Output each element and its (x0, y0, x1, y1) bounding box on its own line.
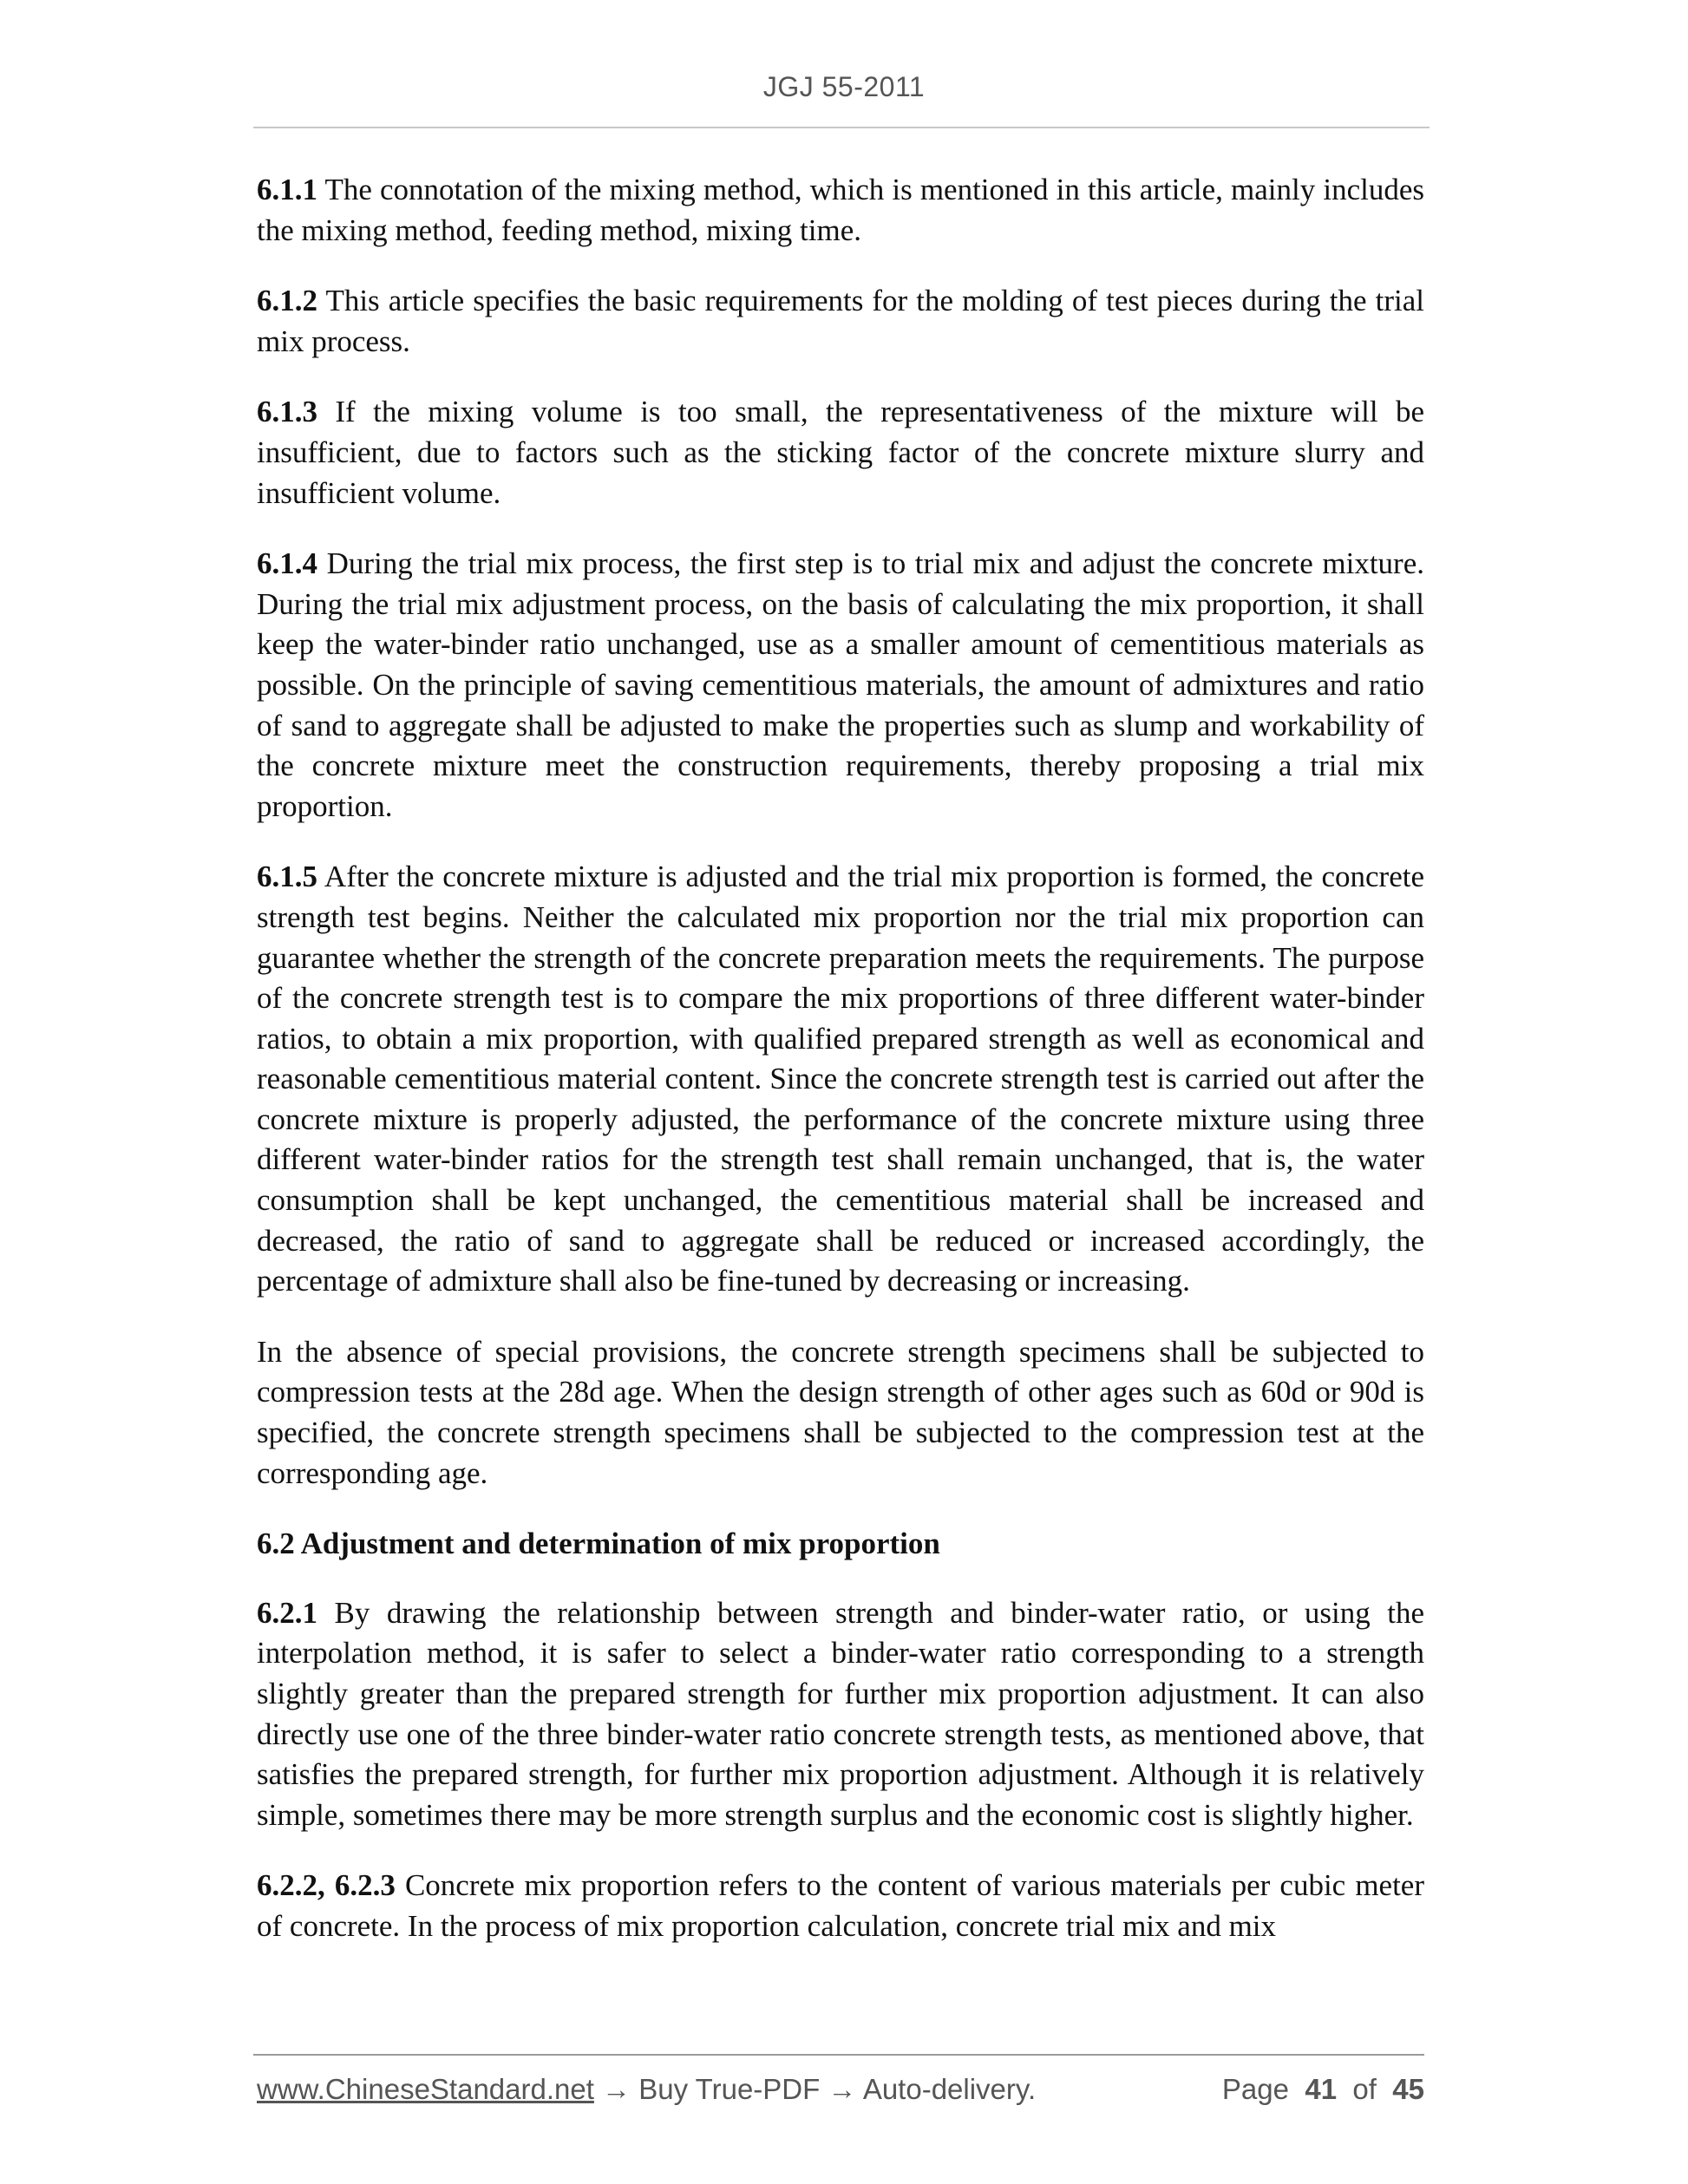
clause-text: During the trial mix process, the first step is to trial mix and adjust the concrete mixture. During the trial mix adjustment process, on the basis of calculating the mix proportion, it shall keep the water-binder ratio unchanged, use as a smaller amount of cementitious materials as possible. On the principle of saving cementitious materials, the amount of admixtures and ratio of sand to aggregate shall be adjusted to make the properties such as slump and workability of the concrete mixture meet the construction requirements, thereby proposing a trial mix proportion. (257, 546, 1424, 823)
clause-number: 6.1.5 (257, 860, 317, 894)
paragraph-text: In the absence of special provisions, the concrete strength specimens shall be subjected to compression tests at the 28d age. When the design strength of other ages such as 60d or 90d is specified, the concrete strength specimens shall be subjected to the compression test at the corresponding age. (257, 1334, 1424, 1490)
running-header: JGJ 55-2011 (762, 71, 926, 102)
footer-promo-text: → Buy True-PDF → Auto-delivery. (593, 2073, 1037, 2105)
website-link[interactable]: www.ChineseStandard.net (257, 2073, 594, 2105)
clause-number: 6.2.2, 6.2.3 (257, 1868, 396, 1903)
clause-number: 6.2.1 (257, 1595, 317, 1630)
footer-promo (257, 2073, 1036, 2106)
clause-text: The connotation of the mixing method, which is mentioned in this article, mainly includes the mixing method, feeding method, mixing time. (257, 173, 1424, 247)
clause-text: By drawing the relationship between strength and binder-water ratio, or using the interpolation method, it is safer to select a binder-water ratio corresponding to a strength slightly greater than the prepared strength for further mix proportion adjustment. It can also directly use one of the three binder-water ratio concrete strength tests, as mentioned above, that satisfies the prepared strength, for further mix proportion adjustment. Although it is relatively simple, sometimes there may be more strength surplus and the economic cost is slightly higher. (257, 1595, 1424, 1832)
clause-number: 6.1.1 (257, 173, 317, 206)
clause-text: If the mixing volume is too small, the representativeness of the mixture will be insufficient, due to factors such as the sticking factor of the concrete mixture slurry and insufficient volume. (257, 395, 1424, 510)
clause-number: 6.1.2 (257, 284, 317, 318)
document-body (257, 170, 1424, 1978)
clause-text: This article specifies the basic requirements for the molding of test pieces during the trial mix process. (257, 284, 1424, 358)
clause-text: Concrete mix proportion refers to the content of various materials per cubic meter of concrete. In the process of mix proportion calculation, concrete trial mix and mix (257, 1868, 1424, 1943)
clause-6-1-3 (257, 392, 1424, 513)
clause-number: 6.1.3 (257, 395, 317, 429)
page-label: Page (1221, 2073, 1289, 2105)
page-current: 41 (1305, 2073, 1338, 2105)
clause-6-1-1 (257, 170, 1424, 251)
footer-divider (253, 2054, 1424, 2056)
page-of: of (1352, 2073, 1377, 2105)
section-heading-6-2: 6.2 Adjustment and determination of mix proportion (257, 1527, 940, 1561)
clause-number: 6.1.4 (257, 546, 317, 581)
page-footer (257, 2073, 1424, 2106)
clause-6-1-4 (257, 544, 1424, 827)
clause-6-1-2 (257, 281, 1424, 362)
clause-6-2-1 (257, 1593, 1424, 1836)
page-total: 45 (1392, 2073, 1424, 2105)
paragraph-age-provisions (257, 1332, 1424, 1494)
clause-6-2-2-6-2-3 (257, 1866, 1424, 1946)
page-number (1222, 2073, 1424, 2106)
clause-6-1-5 (257, 857, 1424, 1302)
header-divider (253, 127, 1430, 128)
clause-text: After the concrete mixture is adjusted and the trial mix proportion is formed, the concrete strength test begins. Neither the calculated mix proportion nor the trial mix proportion can guarantee whether the strength of the concrete preparation meets the requirements. The purpose of the concrete strength test is to compare the mix proportions of three different water-binder ratios, to obtain a mix proportion, with qualified prepared strength as well as economical and reasonable cementitious material content. Since the concrete strength test is carried out after the concrete mixture is properly adjusted, the performance of the concrete mixture using three different water-binder ratios for the strength test shall remain unchanged, that is, the water consumption shall be kept unchanged, the cementitious material shall be increased and decreased, the ratio of sand to aggregate shall be reduced or increased accordingly, the percentage of admixture shall also be fine-tuned by decreasing or increasing. (257, 860, 1424, 1298)
